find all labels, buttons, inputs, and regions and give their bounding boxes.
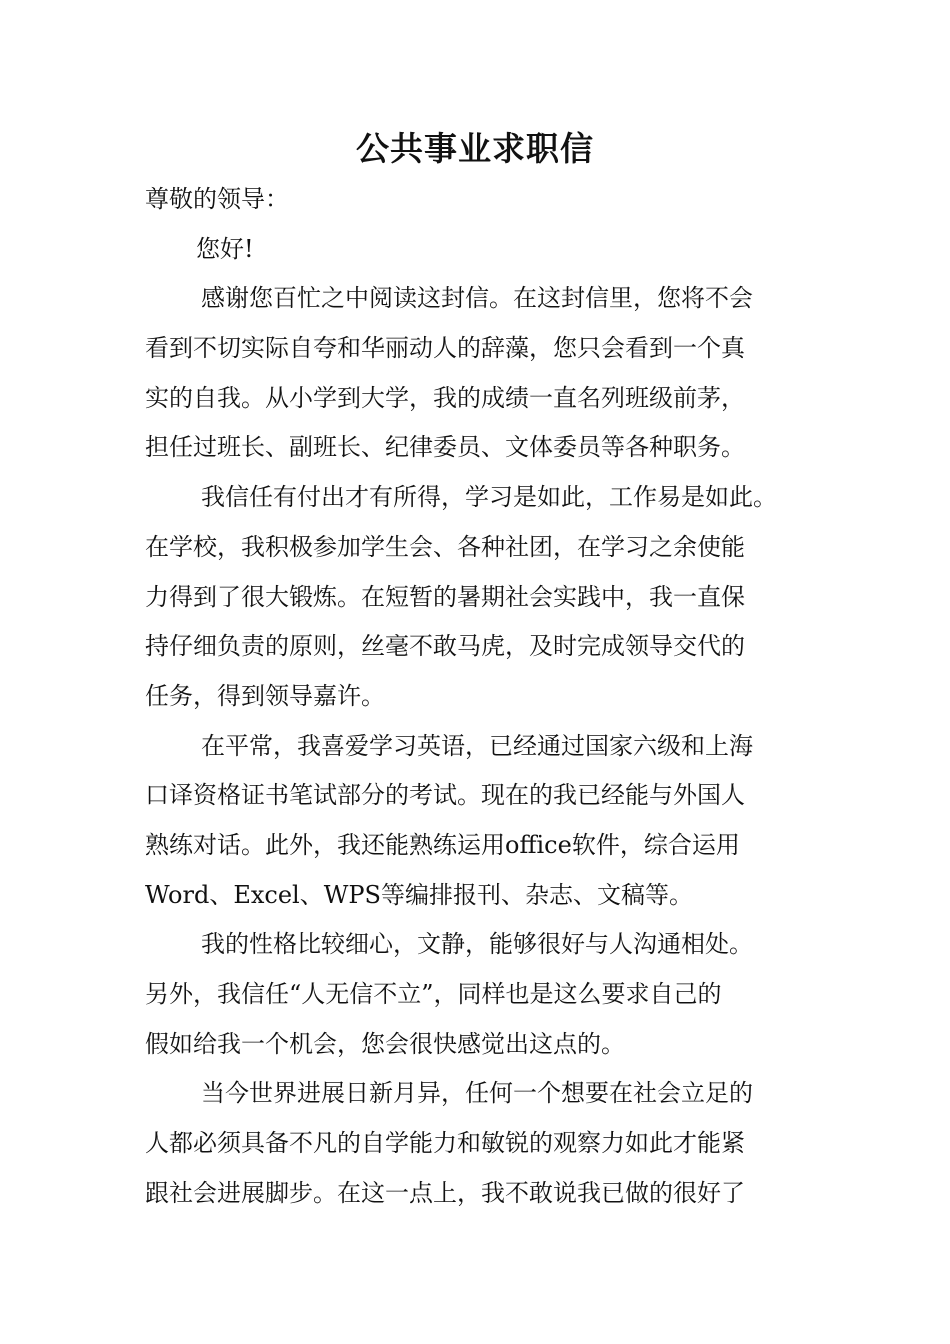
document-title: 公共事业求职信 [356, 129, 594, 168]
text-line: 熟练对话。此外，我还能熟练运用office软件，综合运用 [145, 830, 740, 859]
text-line: 在学校，我积极参加学生会、各种社团，在学习之余使能 [145, 532, 745, 561]
text-line: 另外，我信任“人无信不立”，同样也是这么要求自己的 [145, 980, 722, 1008]
text-line: 任务，得到领导嘉许。 [145, 681, 385, 710]
text-line: 持仔细负责的原则，丝毫不敢马虎，及时完成领导交代的 [145, 632, 745, 661]
text-line: Word、Excel、WPS等编排报刊、杂志、文稿等。 [145, 880, 693, 909]
text-line: 当今世界进展日新月异，任何一个想要在社会立足的 [201, 1079, 753, 1108]
greeting: 您好! [196, 234, 254, 263]
text-line: 实的自我。从小学到大学，我的成绩一直名列班级前茅， [145, 383, 745, 412]
text-line: 我信任有付出才有所得，学习是如此，工作易是如此。 [201, 483, 777, 512]
text-line: 看到不切实际自夸和华丽动人的辞藻，您只会看到一个真 [145, 334, 745, 363]
text-line: 假如给我一个机会，您会很快感觉出这点的。 [145, 1029, 625, 1058]
text-line: 担任过班长、副班长、纪律委员、文体委员等各种职务。 [145, 433, 745, 462]
salutation: 尊敬的领导： [145, 185, 289, 213]
text-line: 人都必须具备不凡的自学能力和敏锐的观察力如此才能紧 [145, 1129, 745, 1158]
text-line: 在平常，我喜爱学习英语，已经通过国家六级和上海 [201, 731, 753, 760]
letter-body [145, 175, 815, 1218]
text-line: 口译资格证书笔试部分的考试。现在的我已经能与外国人 [145, 781, 745, 810]
text-line: 感谢您百忙之中阅读这封信。在这封信里，您将不会 [201, 284, 753, 313]
text-line: 我的性格比较细心，文静，能够很好与人沟通相处。 [201, 930, 753, 959]
text-line: 力得到了很大锻炼。在短暂的暑期社会实践中，我一直保 [145, 582, 745, 611]
text-line: 跟社会进展脚步。在这一点上，我不敢说我已做的很好了 [145, 1178, 745, 1207]
